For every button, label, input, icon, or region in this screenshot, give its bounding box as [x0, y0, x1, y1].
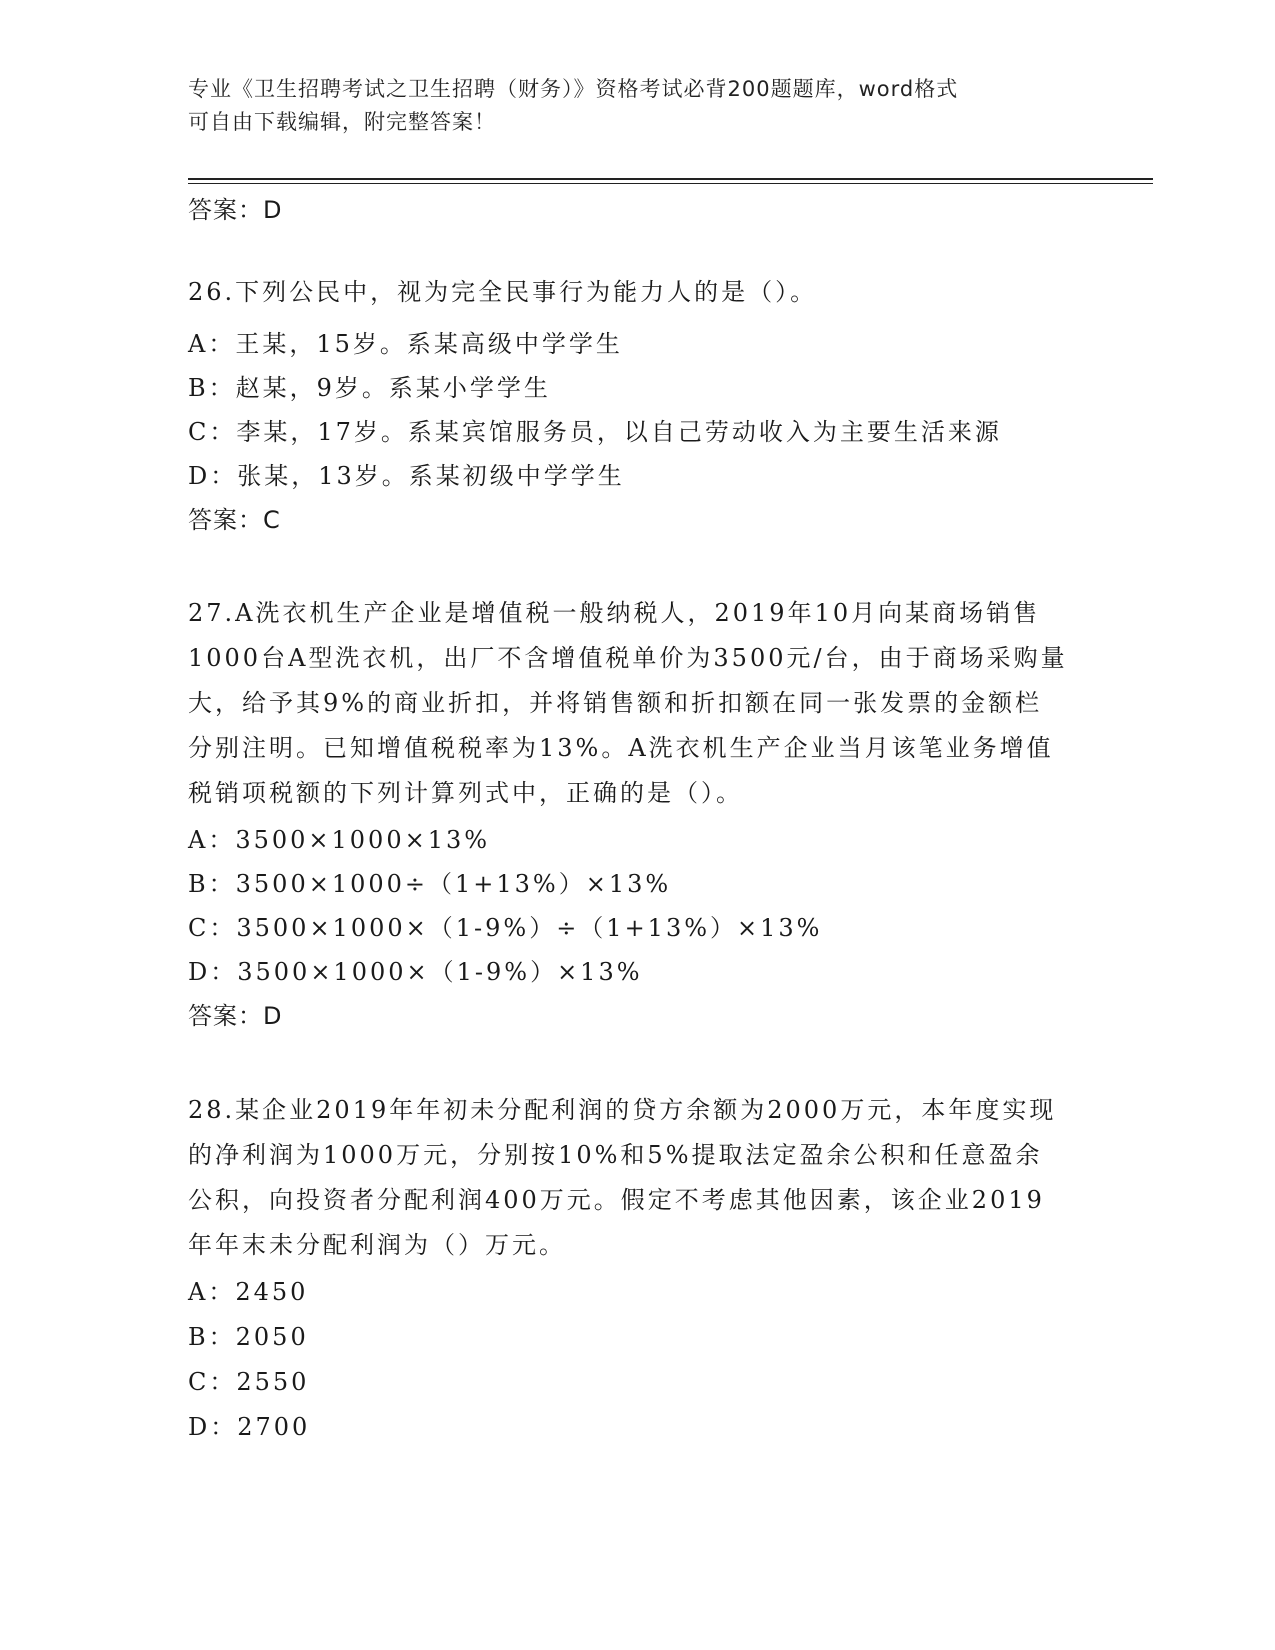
header-line-1: 专业《卫生招聘考试之卫生招聘（财务）》资格考试必背200题题库，word格式	[188, 77, 959, 101]
question-28-option-b: B：2050	[188, 1323, 309, 1351]
question-27-option-c: C：3500×1000×（1-9%）÷（1+13%）×13%	[188, 914, 823, 942]
question-27-option-b: B：3500×1000÷（1+13%）×13%	[188, 870, 672, 898]
header-divider-thin	[188, 183, 1153, 184]
question-26-option-b: B：赵某，9岁。系某小学学生	[188, 374, 551, 402]
question-28-option-a: A：2450	[188, 1278, 309, 1306]
question-27-answer: 答案：D	[188, 1002, 283, 1030]
question-25-answer: 答案：D	[188, 196, 283, 224]
question-28-text: 28.某企业2019年年初未分配利润的贷方余额为2000万元，本年度实现的净利润为1000万元，分别按10%和5%提取法定盈余公积和任意盈余公积，向投资者分配利润400万元。假定不考虑其他因素，该企业2019年年末未分配利润为（）万元。	[188, 1096, 1057, 1259]
question-26-answer: 答案：C	[188, 506, 281, 534]
header-line-2: 可自由下载编辑，附完整答案！	[188, 110, 496, 134]
page-header	[188, 73, 1068, 139]
question-27-option-a: A：3500×1000×13%	[188, 826, 491, 854]
question-28-option-d: D：2700	[188, 1413, 311, 1441]
question-27-option-d: D：3500×1000×（1-9%）×13%	[188, 958, 643, 986]
question-27-text: 27.A洗衣机生产企业是增值税一般纳税人，2019年10月向某商场销售1000台A型洗衣机，出厂不含增值税单价为3500元/台，由于商场采购量大，给予其9%的商业折扣，并将销售额和折扣额在同一张发票的金额栏分别注明。已知增值税税率为13%。A洗衣机生产企业当月该笔业务增值税销项税额的下列计算列式中，正确的是（）。	[188, 599, 1068, 807]
question-26-option-c: C：李某，17岁。系某宾馆服务员，以自己劳动收入为主要生活来源	[188, 418, 1002, 446]
question-26-text: 26.下列公民中，视为完全民事行为能力人的是（）。	[188, 278, 818, 306]
header-divider-thick	[188, 178, 1153, 180]
question-26-option-d: D：张某，13岁。系某初级中学学生	[188, 462, 625, 490]
question-28-option-c: C：2550	[188, 1368, 310, 1396]
question-26-option-a: A：王某，15岁。系某高级中学学生	[188, 330, 623, 358]
